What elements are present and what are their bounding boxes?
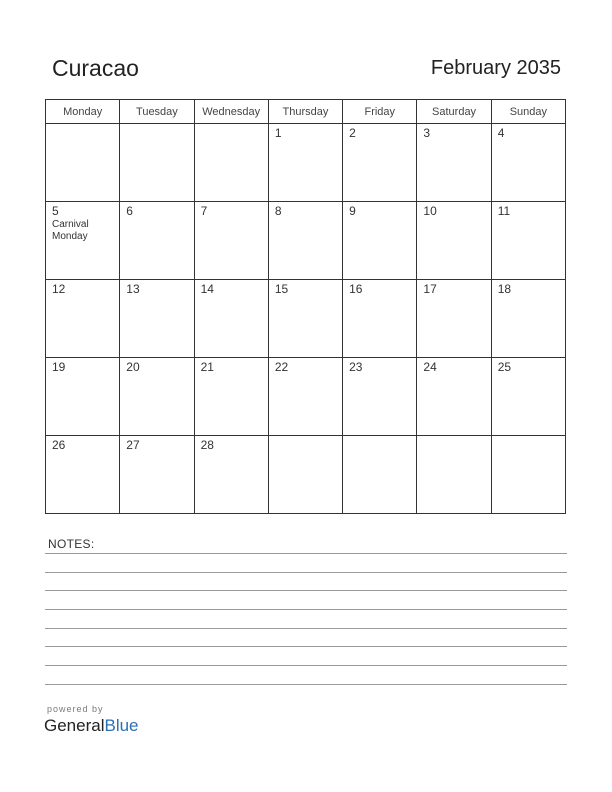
day-number: 13 bbox=[126, 282, 140, 296]
day-number: 25 bbox=[497, 360, 512, 374]
day-cell bbox=[417, 436, 491, 514]
day-cell bbox=[46, 436, 120, 514]
weekday-header-sunday: Sunday bbox=[491, 100, 565, 124]
logo-blue-text: Blue bbox=[104, 716, 139, 735]
day-cell bbox=[120, 358, 194, 436]
day-number: 16 bbox=[349, 282, 363, 296]
day-cell bbox=[343, 358, 417, 436]
week-row bbox=[46, 436, 566, 514]
note-line bbox=[45, 553, 567, 554]
day-number: 8 bbox=[274, 204, 282, 218]
holiday-label: Carnival Monday bbox=[52, 219, 89, 242]
day-number: 20 bbox=[126, 360, 140, 374]
day-cell bbox=[491, 436, 565, 514]
day-cell bbox=[120, 436, 194, 514]
day-cell bbox=[268, 124, 342, 202]
notes-label: NOTES: bbox=[48, 537, 95, 551]
day-number: 15 bbox=[274, 282, 289, 296]
region-title: Curacao bbox=[52, 55, 139, 81]
generalblue-logo bbox=[44, 716, 139, 736]
week-row bbox=[46, 124, 566, 202]
note-line bbox=[45, 665, 567, 666]
day-number: 21 bbox=[200, 360, 214, 374]
weekday-header-saturday: Saturday bbox=[417, 100, 491, 124]
day-number: 23 bbox=[349, 360, 363, 374]
day-number: 24 bbox=[423, 360, 437, 374]
weekday-header-thursday: Thursday bbox=[268, 100, 342, 124]
day-number: 26 bbox=[52, 438, 66, 452]
day-number: 5 bbox=[52, 204, 59, 218]
day-cell bbox=[491, 124, 565, 202]
week-row bbox=[46, 280, 566, 358]
day-cell bbox=[268, 280, 342, 358]
day-cell bbox=[268, 436, 342, 514]
day-number: 6 bbox=[126, 204, 133, 218]
day-number: 4 bbox=[497, 126, 505, 140]
day-number: 28 bbox=[200, 438, 214, 452]
day-cell bbox=[417, 202, 491, 280]
week-row bbox=[46, 202, 566, 280]
day-number bbox=[120, 124, 193, 126]
day-cell bbox=[343, 202, 417, 280]
day-number: 10 bbox=[423, 204, 437, 218]
calendar-grid bbox=[45, 99, 566, 514]
day-number: 1 bbox=[274, 126, 282, 140]
day-cell bbox=[417, 124, 491, 202]
day-cell bbox=[194, 280, 268, 358]
powered-by-text: powered by bbox=[47, 704, 104, 714]
day-cell bbox=[417, 280, 491, 358]
week-row bbox=[46, 358, 566, 436]
day-number: 9 bbox=[349, 204, 356, 218]
weekday-header-tuesday: Tuesday bbox=[120, 100, 194, 124]
day-number: 2 bbox=[349, 126, 356, 140]
day-cell bbox=[194, 358, 268, 436]
day-cell bbox=[194, 436, 268, 514]
note-line bbox=[45, 609, 567, 610]
day-number bbox=[343, 436, 416, 438]
day-cell bbox=[46, 202, 120, 280]
weekday-header-wednesday: Wednesday bbox=[194, 100, 268, 124]
day-cell bbox=[46, 358, 120, 436]
day-number bbox=[269, 436, 342, 438]
day-cell bbox=[491, 358, 565, 436]
day-number: 27 bbox=[126, 438, 140, 452]
day-cell bbox=[268, 202, 342, 280]
note-line bbox=[45, 572, 567, 573]
note-line bbox=[45, 590, 567, 591]
day-cell bbox=[268, 358, 342, 436]
weekday-header-monday: Monday bbox=[46, 100, 120, 124]
day-number: 14 bbox=[200, 282, 214, 296]
day-number: 22 bbox=[274, 360, 289, 374]
day-number bbox=[195, 124, 268, 126]
day-cell bbox=[46, 124, 120, 202]
day-cell bbox=[491, 280, 565, 358]
day-cell bbox=[343, 436, 417, 514]
weekday-header-row bbox=[46, 100, 566, 124]
logo-general-text: General bbox=[44, 716, 105, 735]
note-line bbox=[45, 628, 567, 629]
day-cell bbox=[417, 358, 491, 436]
weekday-header-friday: Friday bbox=[343, 100, 417, 124]
day-number: 3 bbox=[423, 126, 431, 140]
day-number: 12 bbox=[52, 282, 66, 296]
day-number: 11 bbox=[497, 204, 511, 218]
day-number bbox=[46, 124, 119, 126]
day-number: 7 bbox=[200, 204, 208, 218]
month-title: February 2035 bbox=[430, 57, 561, 79]
day-cell bbox=[194, 124, 268, 202]
day-number bbox=[492, 436, 565, 438]
day-cell bbox=[343, 280, 417, 358]
day-cell bbox=[194, 202, 268, 280]
note-line bbox=[45, 646, 567, 647]
day-cell bbox=[120, 280, 194, 358]
day-number bbox=[417, 436, 490, 438]
day-number: 18 bbox=[497, 282, 512, 296]
day-cell bbox=[343, 124, 417, 202]
note-line bbox=[45, 684, 567, 685]
day-cell bbox=[120, 202, 194, 280]
day-cell bbox=[491, 202, 565, 280]
day-number: 19 bbox=[52, 360, 66, 374]
day-cell bbox=[46, 280, 120, 358]
day-number: 17 bbox=[423, 282, 437, 296]
day-cell bbox=[120, 124, 194, 202]
